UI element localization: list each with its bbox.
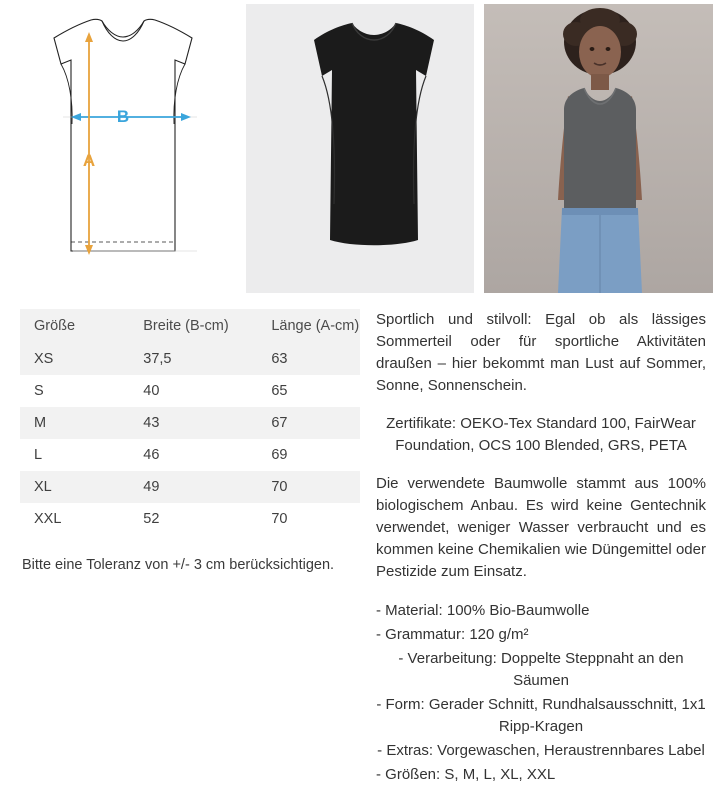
cell-size: XL bbox=[20, 471, 129, 503]
model-photo-card[interactable] bbox=[484, 4, 713, 293]
table-row bbox=[20, 343, 360, 375]
cell-size: XXL bbox=[20, 503, 129, 535]
spec-item-shape: - Form: Gerader Schnitt, Rundhalsausschnitt, 1x1 Ripp-Kragen bbox=[376, 695, 706, 735]
tolerance-note: Bitte eine Toleranz von +/- 3 cm berücksichtigen. bbox=[22, 557, 335, 573]
size-chart-column bbox=[8, 309, 368, 788]
cell-width: 49 bbox=[129, 471, 257, 503]
cell-length: 67 bbox=[257, 407, 360, 439]
garment-outline bbox=[54, 19, 192, 251]
column-header-width: Breite (B-cm) bbox=[129, 309, 257, 343]
spec-item-sizes: - Größen: S, M, L, XL, XXL bbox=[376, 765, 556, 783]
model-wearing-tank-top-photo bbox=[484, 4, 713, 293]
column-header-size: Größe bbox=[20, 309, 129, 343]
table-row bbox=[20, 439, 360, 471]
spec-item-weight: - Grammatur: 120 g/m² bbox=[376, 625, 529, 643]
cell-width: 43 bbox=[129, 407, 257, 439]
cell-length: 65 bbox=[257, 375, 360, 407]
cell-size: S bbox=[20, 375, 129, 407]
cell-size: XS bbox=[20, 343, 129, 375]
product-image-gallery bbox=[0, 0, 720, 293]
description-intro: Sportlich und stilvoll: Egal ob als lässiges Sommerteil oder für sportliche Aktivitäten draußen – hier bekommt man Lust auf Sommer, Sonne, Sonnenschein. bbox=[376, 311, 706, 395]
cell-length: 63 bbox=[257, 343, 360, 375]
size-chart-table bbox=[20, 309, 360, 535]
width-label-b: B bbox=[116, 107, 130, 126]
cell-width: 37,5 bbox=[129, 343, 257, 375]
table-row bbox=[20, 407, 360, 439]
table-header-row bbox=[20, 309, 360, 343]
black-tank-top-product-photo bbox=[246, 4, 475, 293]
product-details-section bbox=[0, 293, 720, 788]
table-row bbox=[20, 375, 360, 407]
spec-item-material: - Material: 100% Bio-Baumwolle bbox=[376, 601, 590, 619]
product-photo-card[interactable] bbox=[246, 4, 475, 293]
description-certificates: Zertifikate: OEKO-Tex Standard 100, FairWear Foundation, OCS 100 Blended, GRS, PETA bbox=[386, 415, 696, 455]
length-label-a: A bbox=[82, 151, 96, 170]
cell-width: 46 bbox=[129, 439, 257, 471]
cell-length: 70 bbox=[257, 471, 360, 503]
cell-size: M bbox=[20, 407, 129, 439]
garment-body bbox=[314, 23, 434, 245]
table-row bbox=[20, 471, 360, 503]
table-row bbox=[20, 503, 360, 535]
cell-width: 52 bbox=[129, 503, 257, 535]
cell-width: 40 bbox=[129, 375, 257, 407]
cell-length: 69 bbox=[257, 439, 360, 471]
cell-size: L bbox=[20, 439, 129, 471]
garment-on-model bbox=[564, 88, 636, 210]
spec-item-extras: - Extras: Vorgewaschen, Heraustrennbares Label bbox=[377, 741, 705, 759]
spec-item-processing: - Verarbeitung: Doppelte Steppnaht an den Säumen bbox=[398, 649, 684, 689]
measurement-diagram-card[interactable] bbox=[7, 4, 236, 293]
tank-top-measurement-diagram bbox=[7, 4, 236, 293]
column-header-length: Länge (A-cm) bbox=[257, 309, 360, 343]
description-cotton: Die verwendete Baumwolle stammt aus 100% biologischem Anbau. Es wird keine Gentechnik verwendet, weniger Wasser verbraucht und es kommen keine Chemikalien wie Düngemittel oder Pestizide zum Einsatz. bbox=[376, 475, 706, 581]
cell-length: 70 bbox=[257, 503, 360, 535]
description-column bbox=[368, 309, 712, 788]
spec-list bbox=[376, 600, 706, 786]
